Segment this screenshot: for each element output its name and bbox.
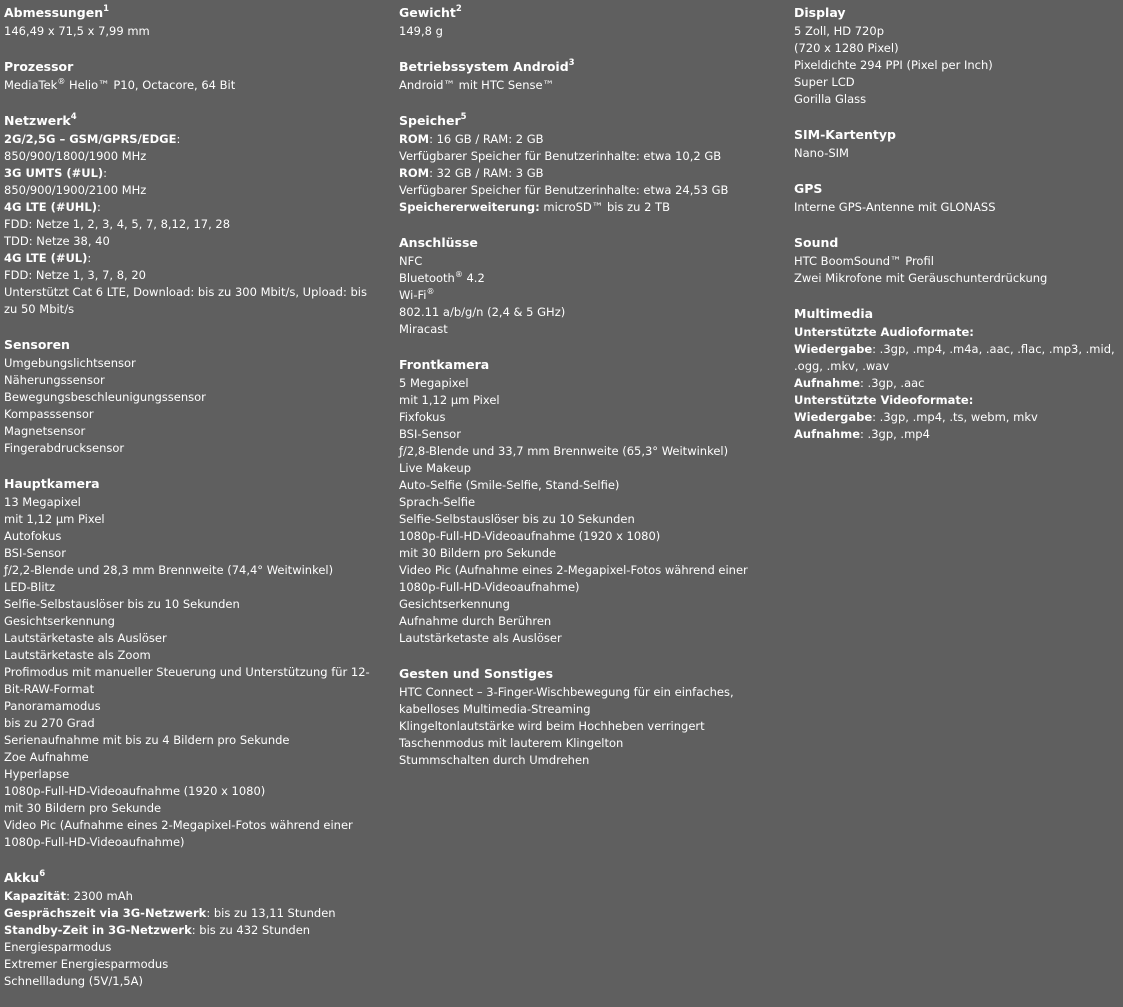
spec-line: [4, 284, 374, 318]
section-title: [794, 3, 1123, 22]
spec-value: : 16 GB / RAM: 2 GB: [429, 132, 544, 146]
spec-line: [794, 145, 1123, 162]
spec-section-gesten-und-sonstiges: [399, 664, 769, 769]
spec-line: [4, 233, 374, 250]
spec-section-netzwerk: [4, 111, 374, 318]
spec-line: [4, 440, 374, 457]
section-title: [794, 233, 1123, 252]
footnote-marker: 4: [70, 111, 77, 122]
spec-value: :: [103, 166, 108, 180]
spec-line: [794, 40, 1123, 57]
spec-line: [794, 392, 1123, 409]
spec-label: Standby-Zeit in 3G-Netzwerk: [4, 923, 192, 937]
spec-section-display: [794, 3, 1123, 108]
spec-line: [399, 562, 769, 596]
spec-value: Lautstärketaste als Auslöser: [4, 631, 167, 645]
spec-label: Speichererweiterung:: [399, 200, 540, 214]
spec-label: Wiedergabe: [794, 410, 873, 424]
spec-value: Gorilla Glass: [794, 92, 867, 106]
spec-line: [794, 375, 1123, 392]
spec-line: [4, 216, 374, 233]
spec-line: [4, 494, 374, 511]
spec-value: Näherungssensor: [4, 373, 105, 387]
spec-line: [399, 494, 769, 511]
section-title-text: Hauptkamera: [4, 476, 100, 491]
spec-line: [4, 423, 374, 440]
spec-value: 1080p-Full-HD-Videoaufnahme (1920 x 1080): [4, 784, 266, 798]
section-title: [4, 335, 374, 354]
section-title: [794, 304, 1123, 323]
section-title-text: Gewicht: [399, 5, 456, 20]
spec-line: [399, 545, 769, 562]
section-title-text: GPS: [794, 181, 823, 196]
spec-value: :: [176, 132, 181, 146]
spec-line: [399, 684, 769, 718]
section-title-text: Betriebssystem Android: [399, 59, 569, 74]
spec-line: [399, 460, 769, 477]
spec-value: : .3gp, .mp4: [860, 427, 930, 441]
spec-value: Hyperlapse: [4, 767, 70, 781]
spec-value: Bewegungsbeschleunigungssensor: [4, 390, 206, 404]
spec-value: ƒ/2,8-Blende und 33,7 mm Brennweite (65,3° Weitwinkel): [399, 444, 729, 458]
spec-value: Kompasssensor: [4, 407, 94, 421]
spec-line: [4, 355, 374, 372]
spec-value: 5 Zoll, HD 720p: [794, 24, 884, 38]
spec-value: Wi-Fi®: [399, 287, 435, 302]
spec-label: Wiedergabe: [794, 342, 873, 356]
spec-value: Miracast: [399, 322, 448, 336]
spec-value: Pixeldichte 294 PPI (Pixel per Inch): [794, 58, 993, 72]
spec-value: Verfügbarer Speicher für Benutzerinhalte: etwa 24,53 GB: [399, 183, 729, 197]
spec-line: [399, 375, 769, 392]
spec-label: Unterstützte Videoformate:: [794, 393, 974, 407]
spec-value: 1080p-Full-HD-Videoaufnahme (1920 x 1080): [399, 529, 661, 543]
spec-line: [399, 321, 769, 338]
spec-line: [399, 426, 769, 443]
spec-value: Sprach-Selfie: [399, 495, 476, 509]
spec-section-gps: [794, 179, 1123, 216]
spec-label: 2G/2,5G – GSM/GPRS/EDGE: [4, 132, 177, 146]
section-title-text: Frontkamera: [399, 357, 490, 372]
spec-section-sensoren: [4, 335, 374, 457]
spec-label: Aufnahme: [794, 376, 861, 390]
section-title-text: Display: [794, 5, 846, 20]
spec-value: Gesichtserkennung: [4, 614, 115, 628]
spec-value: BSI-Sensor: [399, 427, 461, 441]
spec-value: Fixfokus: [399, 410, 446, 424]
spec-line: [794, 270, 1123, 287]
spec-line: [4, 545, 374, 562]
spec-value: microSD™ bis zu 2 TB: [539, 200, 670, 214]
spec-line: [399, 613, 769, 630]
spec-line: [399, 511, 769, 528]
spec-line: [4, 732, 374, 749]
spec-line: [4, 939, 374, 956]
spec-value: FDD: Netze 1, 2, 3, 4, 5, 7, 8,12, 17, 28: [4, 217, 231, 231]
spec-value: :: [97, 200, 101, 214]
spec-value: 850/900/1900/2100 MHz: [4, 183, 147, 197]
spec-value: 850/900/1800/1900 MHz: [4, 149, 147, 163]
section-title-text: SIM-Kartentyp: [794, 127, 896, 142]
spec-line: [4, 817, 374, 851]
section-title-text: Prozessor: [4, 59, 74, 74]
spec-line: [794, 253, 1123, 270]
spec-value: : bis zu 13,11 Stunden: [206, 906, 336, 920]
spec-line: [794, 91, 1123, 108]
spec-line: [399, 718, 769, 735]
spec-line: [4, 23, 374, 40]
spec-section-betriebssystem-android: [399, 57, 769, 94]
spec-line: [399, 287, 769, 304]
spec-value: : 2300 mAh: [66, 889, 133, 903]
section-title-text: Multimedia: [794, 306, 874, 321]
footnote-marker: 2: [455, 3, 462, 14]
spec-line: [399, 131, 769, 148]
spec-line: [4, 715, 374, 732]
spec-section-akku: [4, 868, 374, 990]
spec-line: [794, 57, 1123, 74]
spec-line: [4, 905, 374, 922]
spec-section-sound: [794, 233, 1123, 287]
spec-value: mit 30 Bildern pro Sekunde: [4, 801, 162, 815]
spec-value: mit 1,12 µm Pixel: [399, 393, 500, 407]
section-title-text: Gesten und Sonstiges: [399, 666, 554, 681]
spec-line: [399, 182, 769, 199]
spec-value: Schnellladung (5V/1,5A): [4, 974, 143, 988]
spec-line: [399, 199, 769, 216]
spec-line: [794, 324, 1123, 341]
spec-line: [4, 596, 374, 613]
spec-line: [399, 443, 769, 460]
spec-value: Android™ mit HTC Sense™: [399, 78, 555, 92]
spec-section-gewicht: [399, 3, 769, 40]
spec-value: mit 30 Bildern pro Sekunde: [399, 546, 557, 560]
spec-line: [399, 528, 769, 545]
spec-value: Lautstärketaste als Auslöser: [399, 631, 562, 645]
spec-label: ROM: [399, 166, 430, 180]
spec-section-hauptkamera: [4, 474, 374, 851]
spec-line: [4, 749, 374, 766]
section-title: [399, 3, 769, 22]
spec-line: [399, 304, 769, 321]
spec-line: [4, 922, 374, 939]
footnote-marker: 6: [39, 868, 46, 879]
spec-line: [399, 165, 769, 182]
section-title: [4, 57, 374, 76]
spec-line: [4, 888, 374, 905]
spec-line: [399, 752, 769, 769]
spec-value: Taschenmodus mit lauterem Klingelton: [399, 736, 624, 750]
spec-line: [4, 372, 374, 389]
spec-value: : bis zu 432 Stunden: [191, 923, 311, 937]
spec-value: 149,8 g: [399, 24, 443, 38]
spec-line: [4, 77, 374, 94]
section-title: [399, 355, 769, 374]
spec-line: [4, 579, 374, 596]
spec-line: [4, 562, 374, 579]
spec-line: [399, 477, 769, 494]
spec-line: [794, 199, 1123, 216]
spec-line: [4, 148, 374, 165]
spec-value: Zwei Mikrofone mit Geräuschunterdrückung: [794, 271, 1048, 285]
spec-value: HTC BoomSound™ Profil: [794, 254, 934, 268]
spec-value: FDD: Netze 1, 3, 7, 8, 20: [4, 268, 146, 282]
spec-line: [399, 630, 769, 647]
footnote-marker: 1: [103, 3, 110, 14]
section-title: [4, 474, 374, 493]
spec-value: 802.11 a/b/g/n (2,4 & 5 GHz): [399, 305, 566, 319]
spec-value: Nano-SIM: [794, 146, 849, 160]
section-title: [399, 57, 769, 76]
spec-line: [399, 77, 769, 94]
spec-line: [4, 783, 374, 800]
spec-value: mit 1,12 µm Pixel: [4, 512, 105, 526]
spec-line: [4, 956, 374, 973]
spec-value: 13 Megapixel: [4, 495, 81, 509]
spec-label: Unterstützte Audioformate:: [794, 325, 974, 339]
spec-value: Live Makeup: [399, 461, 472, 475]
spec-line: [4, 165, 374, 182]
spec-line: [794, 409, 1123, 426]
spec-section-multimedia: [794, 304, 1123, 443]
spec-line: [399, 148, 769, 165]
spec-label: Kapazität: [4, 889, 67, 903]
section-title-text: Netzwerk: [4, 113, 71, 128]
spec-line: [399, 409, 769, 426]
spec-value: Magnetsensor: [4, 424, 86, 438]
spec-line: [4, 766, 374, 783]
spec-line: [794, 74, 1123, 91]
spec-value: Verfügbarer Speicher für Benutzerinhalte: etwa 10,2 GB: [399, 149, 722, 163]
section-title-text: Sensoren: [4, 337, 70, 352]
spec-value: Autofokus: [4, 529, 62, 543]
spec-value: Auto-Selfie (Smile-Selfie, Stand-Selfie): [399, 478, 620, 492]
spec-line: [399, 253, 769, 270]
spec-line: [4, 389, 374, 406]
spec-label: 4G LTE (#UL): [4, 251, 88, 265]
section-title-text: Akku: [4, 870, 40, 885]
spec-value: Klingeltonlautstärke wird beim Hochheben verringert: [399, 719, 705, 733]
spec-value: : 32 GB / RAM: 3 GB: [429, 166, 544, 180]
spec-line: [4, 199, 374, 216]
spec-value: Unterstützt Cat 6 LTE, Download: bis zu 300 Mbit/s, Upload: bis zu 50 Mbit/s: [4, 285, 367, 316]
spec-value: 146,49 x 71,5 x 7,99 mm: [4, 24, 150, 38]
spec-value: Aufnahme durch Berühren: [399, 614, 552, 628]
section-title: [4, 3, 374, 22]
spec-value: bis zu 270 Grad: [4, 716, 95, 730]
spec-value: Video Pic (Aufnahme eines 2-Megapixel-Fotos während einer 1080p-Full-HD-Videoaufnahme): [399, 563, 748, 594]
footnote-marker: 5: [460, 111, 467, 122]
spec-value: TDD: Netze 38, 40: [4, 234, 110, 248]
spec-value: : .3gp, .mp4, .ts, webm, mkv: [872, 410, 1038, 424]
spec-value: Energiesparmodus: [4, 940, 112, 954]
spec-value: Selfie-Selbstauslöser bis zu 10 Sekunden: [4, 597, 240, 611]
spec-line: [4, 800, 374, 817]
spec-column-2: [399, 3, 769, 786]
spec-value: Bluetooth® 4.2: [399, 270, 485, 285]
section-title: [794, 179, 1123, 198]
spec-value: Selfie-Selbstauslöser bis zu 10 Sekunden: [399, 512, 635, 526]
section-title: [399, 111, 769, 130]
spec-value: :: [87, 251, 92, 265]
spec-value: NFC: [399, 254, 423, 268]
spec-value: Panoramamodus: [4, 699, 101, 713]
section-title: [4, 111, 374, 130]
spec-value: (720 x 1280 Pixel): [794, 41, 899, 55]
spec-line: [4, 630, 374, 647]
spec-section-anschluesse: [399, 233, 769, 338]
spec-line: [399, 23, 769, 40]
spec-section-prozessor: [4, 57, 374, 94]
spec-label: ROM: [399, 132, 430, 146]
spec-value: Interne GPS-Antenne mit GLONASS: [794, 200, 996, 214]
spec-value: Zoe Aufnahme: [4, 750, 89, 764]
spec-value: Serienaufnahme mit bis zu 4 Bildern pro Sekunde: [4, 733, 290, 747]
section-title-text: Abmessungen: [4, 5, 104, 20]
spec-line: [794, 341, 1123, 375]
spec-value: Super LCD: [794, 75, 855, 89]
footnote-marker: 3: [568, 57, 575, 68]
section-title-text: Anschlüsse: [399, 235, 478, 250]
spec-value: Video Pic (Aufnahme eines 2-Megapixel-Fotos während einer 1080p-Full-HD-Videoaufnahme): [4, 818, 353, 849]
spec-line: [399, 270, 769, 287]
spec-value: 5 Megapixel: [399, 376, 469, 390]
spec-value: ƒ/2,2-Blende und 28,3 mm Brennweite (74,4° Weitwinkel): [4, 563, 334, 577]
spec-line: [399, 596, 769, 613]
spec-value: MediaTek® Helio™ P10, Octacore, 64 Bit: [4, 77, 236, 92]
section-title-text: Speicher: [399, 113, 461, 128]
spec-line: [4, 613, 374, 630]
spec-section-abmessungen: [4, 3, 374, 40]
spec-value: : .3gp, .mp4, .m4a, .aac, .flac, .mp3, .mid, .ogg, .mkv, .wav: [794, 342, 1115, 373]
spec-line: [399, 392, 769, 409]
spec-label: Gesprächszeit via 3G-Netzwerk: [4, 906, 207, 920]
spec-line: [4, 131, 374, 148]
spec-line: [4, 664, 374, 698]
spec-value: BSI-Sensor: [4, 546, 66, 560]
spec-section-sim-kartentyp: [794, 125, 1123, 162]
spec-line: [4, 647, 374, 664]
section-title: [794, 125, 1123, 144]
spec-value: Profimodus mit manueller Steuerung und Unterstützung für 12-Bit-RAW-Format: [4, 665, 370, 696]
spec-label: Aufnahme: [794, 427, 861, 441]
spec-column-1: [4, 3, 374, 1007]
section-title: [399, 233, 769, 252]
spec-line: [4, 267, 374, 284]
spec-line: [4, 406, 374, 423]
spec-line: [794, 426, 1123, 443]
spec-value: Extremer Energiesparmodus: [4, 957, 169, 971]
spec-value: LED-Blitz: [4, 580, 56, 594]
section-title: [399, 664, 769, 683]
spec-line: [4, 973, 374, 990]
section-title: [4, 868, 374, 887]
spec-value: Gesichtserkennung: [399, 597, 510, 611]
spec-value: : .3gp, .aac: [860, 376, 925, 390]
spec-section-speicher: [399, 111, 769, 216]
spec-value: Stummschalten durch Umdrehen: [399, 753, 590, 767]
spec-line: [4, 182, 374, 199]
spec-value: Umgebungslichtsensor: [4, 356, 136, 370]
spec-line: [4, 528, 374, 545]
section-title-text: Sound: [794, 235, 839, 250]
spec-value: HTC Connect – 3-Finger-Wischbewegung für ein einfaches, kabelloses Multimedia-Streaming: [399, 685, 734, 716]
spec-section-frontkamera: [399, 355, 769, 647]
spec-line: [4, 698, 374, 715]
spec-line: [794, 23, 1123, 40]
spec-line: [4, 511, 374, 528]
spec-line: [399, 735, 769, 752]
spec-column-3: [794, 3, 1123, 460]
spec-label: 4G LTE (#UHL): [4, 200, 98, 214]
spec-value: Fingerabdrucksensor: [4, 441, 125, 455]
spec-line: [4, 250, 374, 267]
spec-value: Lautstärketaste als Zoom: [4, 648, 151, 662]
spec-label: 3G UMTS (#UL): [4, 166, 104, 180]
